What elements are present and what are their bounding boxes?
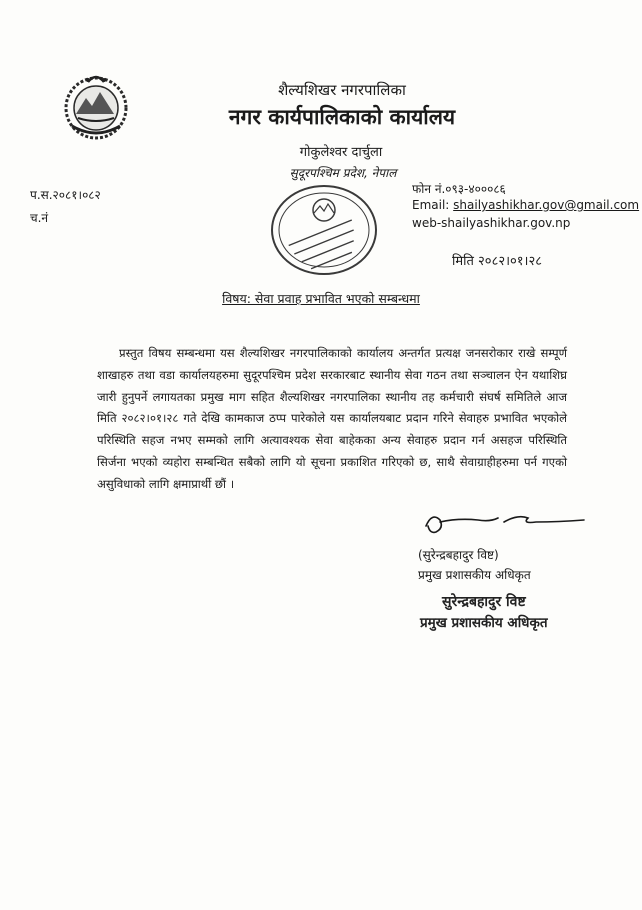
municipality-name: शैल्यशिखर नगरपालिका [278, 81, 406, 99]
office-title: नगर कार्यपालिकाको कार्यालय [228, 105, 456, 129]
signatory-stamp-name: सुरेन्द्रबहादुर विष्ट [442, 594, 526, 610]
letter-body: प्रस्तुत विषय सम्बन्धमा यस शैल्यशिखर नगरपालिकाको कार्यालय अन्तर्गत प्रत्यक्ष जनसरोकार राखे सम्पूर्ण शाखाहरु तथा वडा कार्यालयहरुमा सुदूरपश्चिम प्रदेश सरकारबाट स्थानीय सेवा गठन तथा सञ्चालन ऐन यथाशिघ्र जारी हुनुपर्ने लगायतका प्रमुख माग सहित शैल्यशिखर नगरपालिका स्थानीय तह कर्मचारी संघर्ष समितिले आज मिति २०८२।०१।२८ गते देखि कामकाज ठप्प पारेकोले यस कार्यालयबाट प्रदान गरिने सेवाहरु प्रभावित भएकोले परिस्थिति सहज नभए सम्मको लागि अत्यावश्यक सेवा बाहेकका अन्य सेवाहरु प्रदान गर्न असहज परिस्थिति सिर्जना भएको व्यहोरा सम्बन्धित सबैको लागि यो सूचना प्रकाशित गरिएको छ, साथै सेवाग्राहीहरुमा पर्न गएको असुविधाको लागि क्षमाप्रार्थी छौं । [97, 346, 567, 491]
website-address[interactable]: web-shailyashikhar.gov.np [412, 216, 571, 230]
letter-date: मिति २०८२।०१।२८ [452, 254, 542, 269]
signatory-stamp-title: प्रमुख प्रशासकीय अधिकृत [420, 615, 548, 631]
dispatch-number: च.नं [30, 211, 49, 225]
subject-text: विषय: सेवा प्रवाह प्रभावित भएको सम्बन्धमा [222, 291, 420, 306]
office-location: गोकुलेश्वर दार्चुला [299, 145, 383, 160]
email-line [412, 198, 639, 212]
phone-number: फोन नं.०९३-४०००८६ [412, 182, 506, 196]
signatory-name: (सुरेन्द्रबहादुर विष्ट) [418, 548, 499, 562]
email-address[interactable]: shailyashikhar.gov@gmail.com [453, 198, 640, 212]
signatory-title: प्रमुख प्रशासकीय अधिकृत [418, 568, 531, 582]
letter-subject [0, 290, 642, 307]
reference-number: प.स.२०८१।०८२ [30, 188, 101, 202]
office-stamp [268, 182, 380, 278]
handwritten-signature [418, 508, 588, 540]
office-province: सुदूरपश्चिम प्रदेश, नेपाल [289, 166, 397, 180]
email-label: Email: [412, 198, 450, 212]
